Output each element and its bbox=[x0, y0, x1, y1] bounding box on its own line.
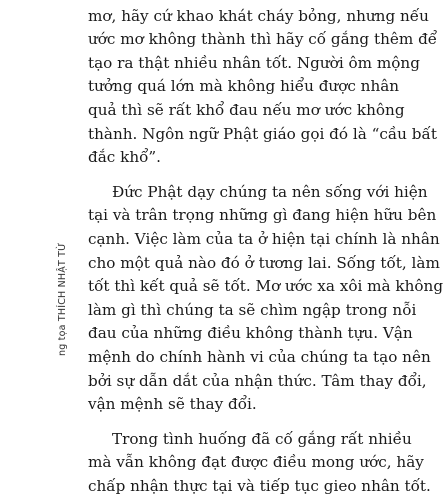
text-line bbox=[88, 0, 388, 5]
text-line: Đức Phật dạy chúng ta nên sống với hiện bbox=[112, 182, 428, 201]
text-line: đắc khổ”. bbox=[88, 148, 161, 167]
text-line: mơ, hãy cứ khao khát cháy bỏng, nhưng nếu bbox=[88, 6, 429, 25]
text-line: chấp nhận thực tại và tiếp tục gieo nhân tốt. bbox=[88, 476, 431, 495]
text-line: vận mệnh sẽ thay đổi. bbox=[88, 395, 257, 414]
text-line: cạnh. Việc làm của ta ở hiện tại chính là nhân bbox=[88, 229, 440, 248]
text-line: Trong tình huống đã cố gắng rất nhiều bbox=[112, 429, 412, 448]
text-line: cho một quả nào đó ở tương lai. Sống tốt, làm bbox=[88, 253, 440, 272]
text-line: mà vẫn không đạt được điều mong ước, hãy bbox=[88, 453, 424, 472]
paragraph-spacer bbox=[88, 170, 388, 181]
text-line: tạo ra thật nhiều nhân tốt. Người ôm mộng bbox=[88, 53, 420, 72]
text-line: tưởng quá lớn mà không hiểu được nhân bbox=[88, 77, 400, 96]
text-line: tại và trân trọng những gì đang hiện hữu bên bbox=[88, 206, 437, 225]
text-line: thành. Ngôn ngữ Phật giáo gọi đó là “cầu bất bbox=[88, 124, 437, 143]
text-line: ước mơ không thành thì hãy cố gắng thêm để bbox=[88, 30, 438, 49]
body-text bbox=[88, 0, 443, 498]
text-line: mệnh do chính hành vi của chúng ta tạo nên bbox=[88, 347, 431, 366]
text-line: quả thì sẽ rất khổ đau nếu mơ ước không bbox=[88, 100, 405, 119]
paragraph-spacer bbox=[88, 417, 388, 428]
text-line: đau của những điều không thành tựu. Vận bbox=[88, 324, 413, 343]
text-line: tốt thì kết quả sẽ tốt. Mơ ước xa xôi mà không bbox=[88, 277, 443, 296]
text-line: làm gì thì chúng ta sẽ chìm ngập trong nỗi bbox=[88, 300, 417, 319]
side-author-label: ng tọa THÍCH NHẬT TỪ bbox=[57, 242, 68, 356]
text-line: bởi sự dẫn dắt của nhận thức. Tâm thay đổi, bbox=[88, 371, 427, 390]
